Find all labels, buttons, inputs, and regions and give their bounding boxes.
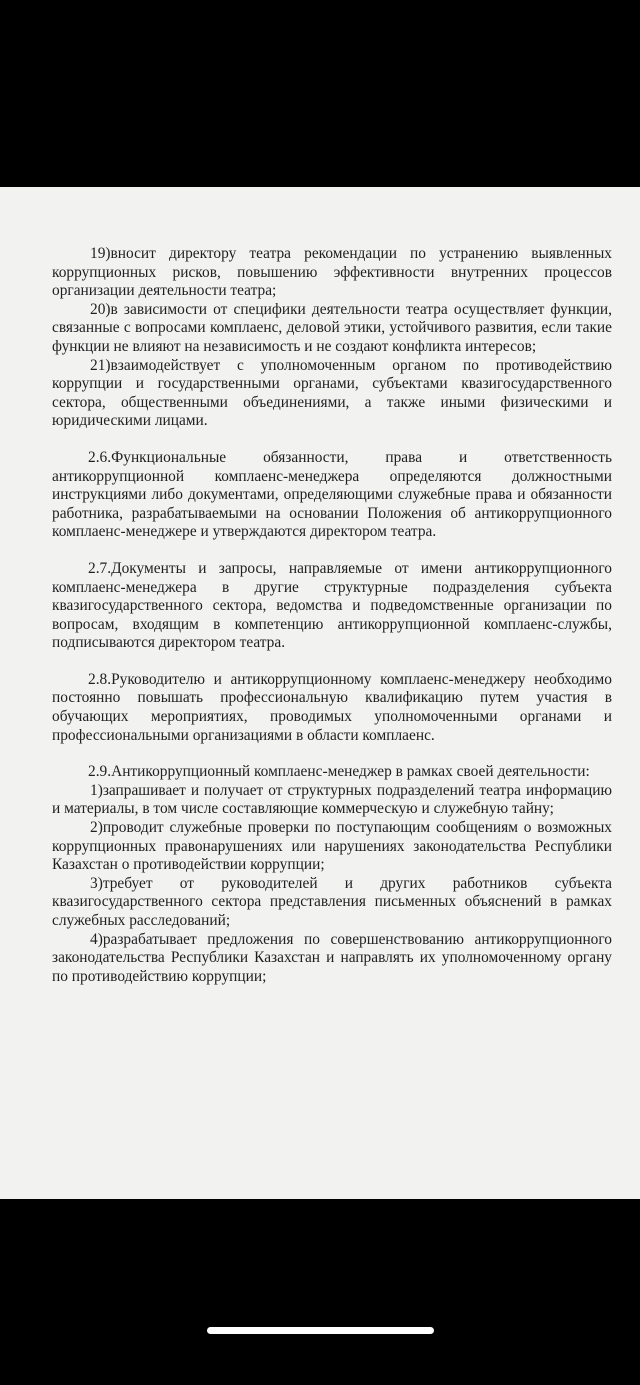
home-indicator[interactable] [207,1327,434,1334]
spacer [52,431,612,449]
sub-item-3: 3)требует от руководителей и других работников субъекта квазигосударственного сектора представления письменных объяснений в рамках служебных расследований; [52,874,612,929]
document-photo [0,187,640,1199]
clause-2-8: 2.8.Руководителю и антикоррупционному комплаенс-менеджеру необходимо постоянно повышать профессиональную квалификацию путем участия в обучающих мероприятиях, проводимых уполномоченными органами и профессиональными организациями в области комплаенс. [52,670,612,744]
sub-item-1: 1)запрашивает и получает от структурных подразделений театра информацию и материалы, в том числе составляющие коммерческую и служебную тайну; [52,781,612,818]
spacer [52,745,612,763]
spacer [52,542,612,560]
item-20: 20)в зависимости от специфики деятельности театра осуществляет функции, связанные с вопросами комплаенс, деловой этики, устойчивого развития, если такие функции не влияют на независимость и не создают конфликта интересов; [52,300,612,355]
spacer [52,653,612,671]
sub-item-4: 4)разрабатывает предложения по совершенствованию антикоррупционного законодательства Республики Казахстан и направлять их уполномоченному органу по противодействию коррупции; [52,930,612,985]
document-text [52,245,612,986]
sub-item-2: 2)проводит служебные проверки по поступающим сообщениям о возможных коррупционных правонарушениях или нарушениях законодательства Республики Казахстан о противодействии коррупции; [52,819,612,874]
clause-2-6: 2.6.Функциональные обязанности, права и ответственность антикоррупционной комплаенс-менеджера определяются должностными инструкциями либо документами, определяющими служебные права и обязанности работника, разрабатываемыми на основании Положения об антикоррупционного комплаенс-менеджере и утверждаются директором театра. [52,448,612,541]
item-21: 21)взаимодействует с уполномоченным органом по противодействию коррупции и государственными органами, субъектами квазигосударственного сектора, общественными объединениями, а также иными физическими и юридическими лицами. [52,356,612,430]
clause-2-9: 2.9.Антикоррупционный комплаенс-менеджер в рамках своей деятельности: [88,763,590,781]
item-19: 19)вносит директору театра рекомендации по устранению выявленных коррупционных рисков, повышению эффективности внутренних процессов организации деятельности театра; [52,245,612,300]
clause-2-7: 2.7.Документы и запросы, направляемые от имени антикоррупционного комплаенс-менеджера в другие структурные подразделения субъекта квазигосударственного сектора, ведомства и подведомственные организации по вопросам, входящим в компетенцию антикоррупционной комплаенс-службы, подписываются директором театра. [52,559,612,652]
